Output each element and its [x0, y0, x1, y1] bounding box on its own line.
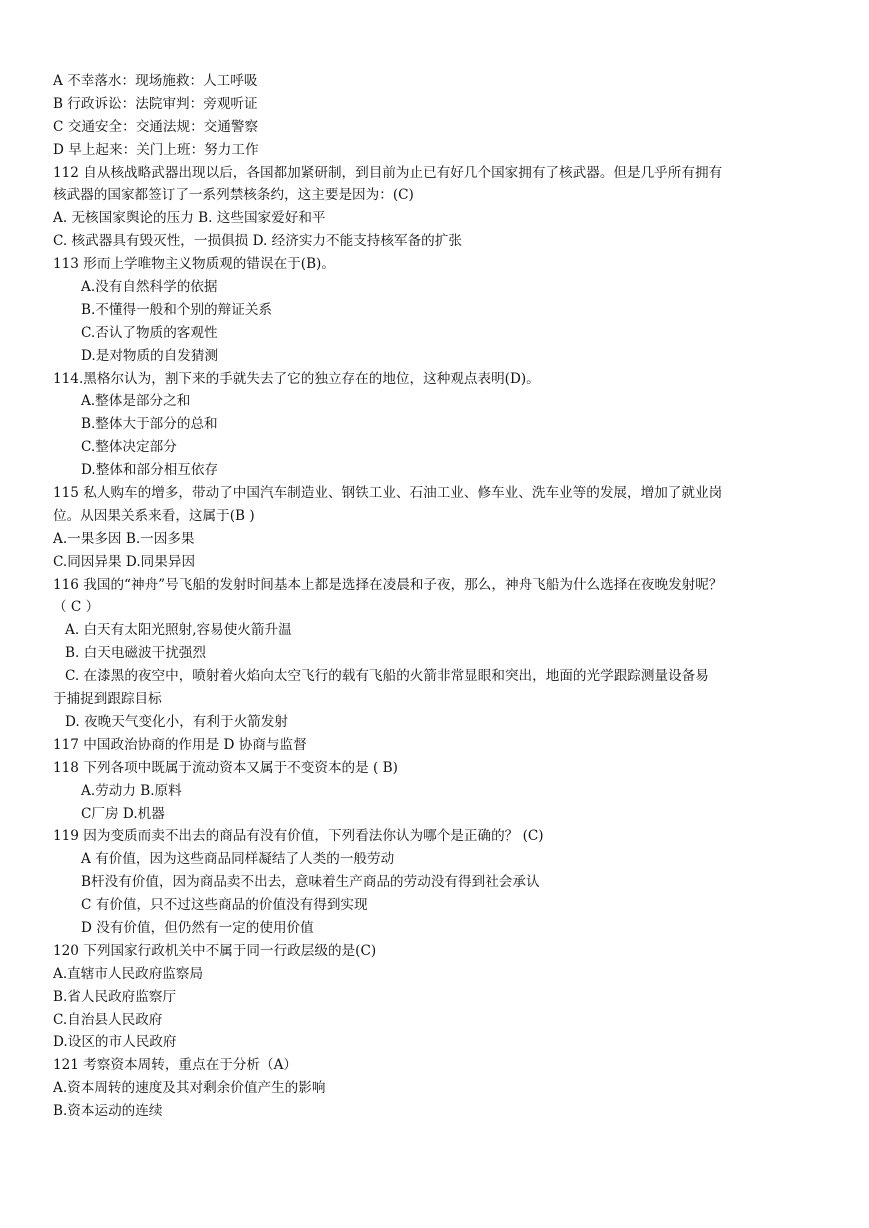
- text-line: D.设区的市人民政府: [53, 1034, 177, 1051]
- text-line: 117 中国政治协商的作用是 D 协商与监督: [53, 736, 307, 753]
- text-line: A.整体是部分之和: [81, 393, 191, 410]
- text-line: 核武器的国家都签订了一系列禁核条约，这主要是因为：(C): [53, 187, 414, 204]
- text-line: A.一果多因 B.一因多果: [53, 530, 195, 547]
- text-line: A.直辖市人民政府监察局: [53, 965, 204, 982]
- text-line: A 有价值，因为这些商品同样凝结了人类的一般劳动: [81, 851, 395, 868]
- document-page: [53, 70, 813, 1123]
- text-line: D.整体和部分相互依存: [81, 462, 219, 479]
- text-line: A.资本周转的速度及其对剩余价值产生的影响: [53, 1080, 326, 1097]
- text-line: C. 在漆黑的夜空中，喷射着火焰向太空飞行的载有飞船的火箭非常显眼和突出，地面的光学跟踪测量设备易: [65, 668, 709, 685]
- text-line: B杆没有价值，因为商品卖不出去，意味着生产商品的劳动没有得到社会承认: [81, 874, 540, 891]
- text-line: 位。从因果关系来看，这属于(B ): [53, 507, 255, 524]
- text-line: 120 下列国家行政机关中不属于同一行政层级的是(C): [53, 942, 377, 959]
- text-line: C.自治县人民政府: [53, 1011, 163, 1028]
- text-line: C.整体决定部分: [81, 439, 177, 456]
- text-line: 116 我国的“神舟”号飞船的发射时间基本上都是选择在凌晨和子夜，那么，神舟飞船为什么选择在夜晚发射呢？: [53, 576, 723, 593]
- text-line: C 有价值，只不过这些商品的价值没有得到实现: [81, 897, 368, 914]
- text-line: 114.黑格尔认为，割下来的手就失去了它的独立存在的地位，这种观点表明(D)。: [53, 370, 540, 387]
- text-line: （ C ）: [53, 599, 100, 616]
- text-line: 121 考察资本周转，重点在于分析（A）: [53, 1057, 297, 1074]
- text-line: C 交通安全：交通法规：交通警察: [53, 118, 259, 135]
- text-line: 于捕捉到跟踪目标: [53, 691, 162, 708]
- text-line: B.资本运动的连续: [53, 1103, 163, 1120]
- text-line: C.同因异果 D.同果异因: [53, 553, 196, 570]
- text-line: 118 下列各项中既属于流动资本又属于不变资本的是 ( B): [53, 759, 398, 776]
- text-line: A. 无核国家舆论的压力 B. 这些国家爱好和平: [53, 210, 326, 227]
- text-line: 119 因为变质而卖不出去的商品有没有价值，下列看法你认为哪个是正确的？ (C): [53, 828, 544, 845]
- text-line: A. 白天有太阳光照射,容易使火箭升温: [65, 622, 292, 639]
- text-line: D 早上起来：关门上班：努力工作: [53, 141, 259, 158]
- text-line: C.否认了物质的客观性: [81, 324, 218, 341]
- text-line: A.劳动力 B.原料: [81, 782, 182, 799]
- text-line: B 行政诉讼：法院审判：旁观听证: [53, 95, 258, 112]
- text-line: C. 核武器具有毁灭性，一损俱损 D. 经济实力不能支持核军备的扩张: [53, 233, 462, 250]
- text-line: A 不幸落水：现场施救：人工呼吸: [53, 73, 258, 89]
- text-line: B.整体大于部分的总和: [81, 416, 218, 433]
- text-line: D 没有价值，但仍然有一定的使用价值: [81, 919, 314, 936]
- text-line: 112 自从核战略武器出现以后，各国都加紧研制，到目前为止已有好几个国家拥有了核武器。但是几乎所有拥有: [53, 164, 723, 181]
- text-line: 113 形而上学唯物主义物质观的错误在于(B)。: [53, 256, 335, 273]
- text-line: B.省人民政府监察厅: [53, 988, 177, 1005]
- text-line: 115 私人购车的增多，带动了中国汽车制造业、钢铁工业、石油工业、修车业、洗车业等的发展，增加了就业岗: [53, 485, 723, 502]
- text-line: D.是对物质的自发猜测: [81, 347, 219, 364]
- text-line: B. 白天电磁波干扰强烈: [65, 645, 206, 662]
- text-line: C厂房 D.机器: [81, 805, 165, 822]
- text-line: A.没有自然科学的依据: [81, 279, 218, 296]
- text-line: D. 夜晚天气变化小，有利于火箭发射: [65, 713, 288, 730]
- text-line: B.不懂得一般和个别的辩证关系: [81, 301, 273, 318]
